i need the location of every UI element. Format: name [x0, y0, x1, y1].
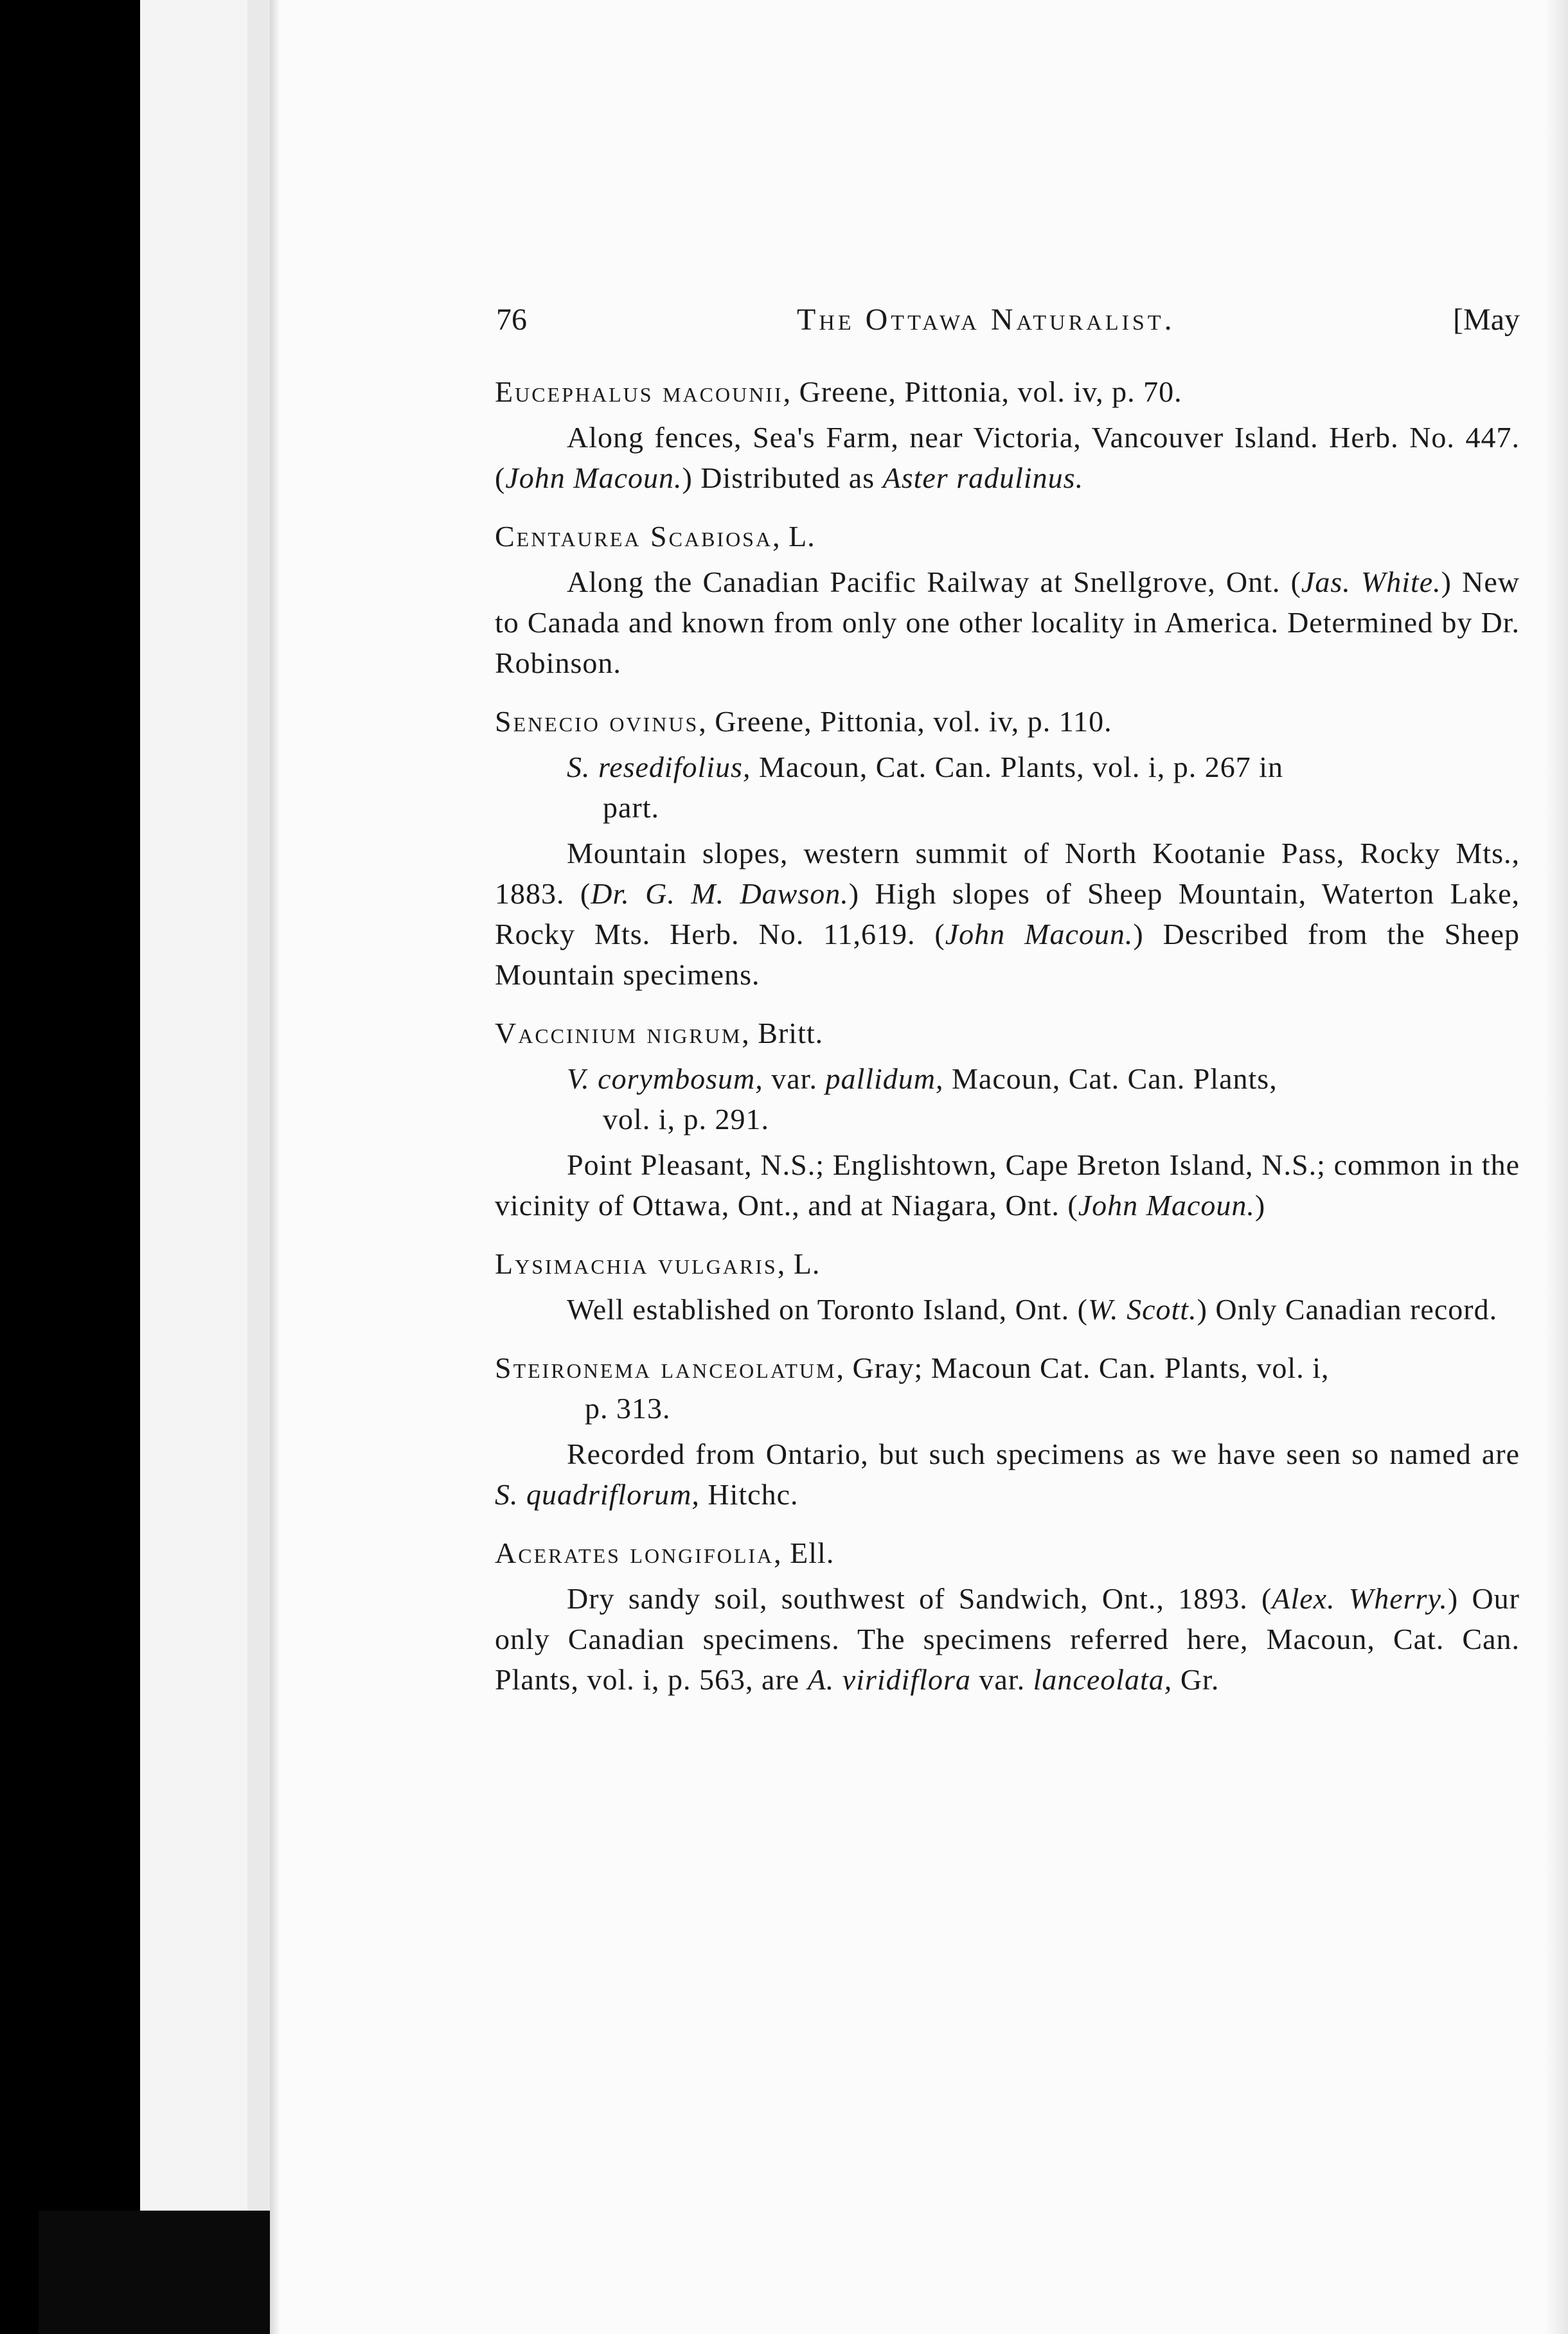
species-authority: , L.: [777, 1247, 821, 1280]
collector-name: John Macoun.: [945, 918, 1134, 950]
species-authority: , Britt.: [742, 1017, 824, 1049]
collector-name: Alex. Wherry.: [1272, 1582, 1448, 1615]
locality-note: Recorded from Ontario, but such specimens as we have seen so named are S. quadriflorum, Hitchc.: [495, 1438, 1520, 1511]
synonym-name: V. corymbosum,: [567, 1062, 763, 1095]
collector-name: Jas. White.: [1301, 566, 1441, 598]
synonym-variety: pallidum,: [825, 1062, 944, 1095]
species-name: Acerates longifolia: [495, 1537, 774, 1569]
species-heading: [495, 1533, 1520, 1573]
journal-title: The Ottawa Naturalist.: [797, 303, 1175, 337]
species-entry: [495, 1348, 1520, 1515]
locality-note: Dry sandy soil, southwest of Sandwich, Ont., 1893. (Alex. Wherry.) Our only Canadian specimens. The specimens referred here, Macoun, Cat. Can. Plants, vol. i, p. 563, are A. viridiflora var. lanceolata, Gr.: [495, 1582, 1520, 1696]
species-entry: [495, 371, 1520, 498]
species-authority: , Ell.: [774, 1537, 835, 1569]
locality-note: Point Pleasant, N.S.; Englishtown, Cape Breton Island, N.S.; common in the vicinity of Ottawa, Ont., and at Niagara, Ont. (John Macoun.): [495, 1148, 1520, 1222]
species-heading: Steironema lanceolatum, Gray; Macoun Cat. Can. Plants, vol. i, p. 313.: [495, 1351, 1330, 1425]
collector-name: John Macoun.: [505, 461, 682, 494]
variety-reference: lanceolata,: [1033, 1663, 1173, 1696]
species-authority: , Greene, Pittonia, vol. iv, p. 70.: [783, 375, 1182, 408]
species-authority: , Greene, Pittonia, vol. iv, p. 110.: [699, 705, 1112, 738]
synonym-line: V. corymbosum, var. pallidum, Macoun, Cat. Can. Plants, vol. i, p. 291.: [567, 1062, 1278, 1136]
species-entry: [495, 516, 1520, 683]
synonym-name: S. resedifolius,: [567, 751, 751, 783]
locality-note: Well established on Toronto Island, Ont. (W. Scott.) Only Canadian record.: [567, 1293, 1498, 1326]
species-entry: [495, 1533, 1520, 1700]
species-name: Lysimachia vulgaris: [495, 1247, 778, 1280]
locality-note: Along fences, Sea's Farm, near Victoria, Vancouver Island. Herb. No. 447. (John Macoun.) Distributed as Aster radulinus.: [495, 421, 1520, 494]
collector-name: Dr. G. M. Dawson.: [591, 877, 849, 910]
species-heading: [495, 1013, 1520, 1053]
species-entry: [495, 1013, 1520, 1225]
running-header: [495, 302, 1520, 353]
species-reference: S. quadriflorum,: [495, 1478, 700, 1511]
species-heading: [495, 701, 1520, 742]
locality-note: Mountain slopes, western summit of North Kootanie Pass, Rocky Mts., 1883. (Dr. G. M. Dawson.) High slopes of Sheep Mountain, Waterton Lake, Rocky Mts. Herb. No. 11,619. (John Macoun.) Described from the Sheep Mountain specimens.: [495, 837, 1520, 991]
page-text: [495, 302, 1520, 1700]
species-reference: A. viridiflora: [807, 1663, 971, 1696]
species-authority: , Gray; Macoun Cat. Can. Plants, vol. i,: [836, 1351, 1330, 1384]
species-heading: [495, 371, 1520, 412]
species-name: Eucephalus macounii: [495, 375, 783, 408]
collector-name: W. Scott.: [1088, 1293, 1197, 1326]
species-name: Centaurea Scabiosa: [495, 520, 773, 553]
collector-name: John Macoun.: [1078, 1189, 1255, 1222]
synonym-line: S. resedifolius, Macoun, Cat. Can. Plants, vol. i, p. 267 in part.: [567, 751, 1283, 824]
species-heading: [495, 1243, 1520, 1284]
species-name: Vaccinium nigrum: [495, 1017, 742, 1049]
page-fold-edge: [1546, 0, 1568, 2334]
distributed-name: Aster radulinus.: [882, 461, 1084, 494]
species-name: Steironema lanceolatum: [495, 1351, 837, 1384]
page-number: 76: [496, 303, 527, 337]
species-authority: , L.: [772, 520, 815, 553]
species-heading: [495, 516, 1520, 557]
species-entry: [495, 1243, 1520, 1330]
page-shadow: [270, 0, 280, 2334]
scan-border: [39, 2211, 308, 2334]
issue-month: [May: [1453, 303, 1520, 337]
species-name: Senecio ovinus: [495, 705, 699, 738]
species-entry: [495, 701, 1520, 995]
locality-note: Along the Canadian Pacific Railway at Snellgrove, Ont. (Jas. White.) New to Canada and known from only one other locality in America. Determined by Dr. Robinson.: [495, 566, 1520, 679]
